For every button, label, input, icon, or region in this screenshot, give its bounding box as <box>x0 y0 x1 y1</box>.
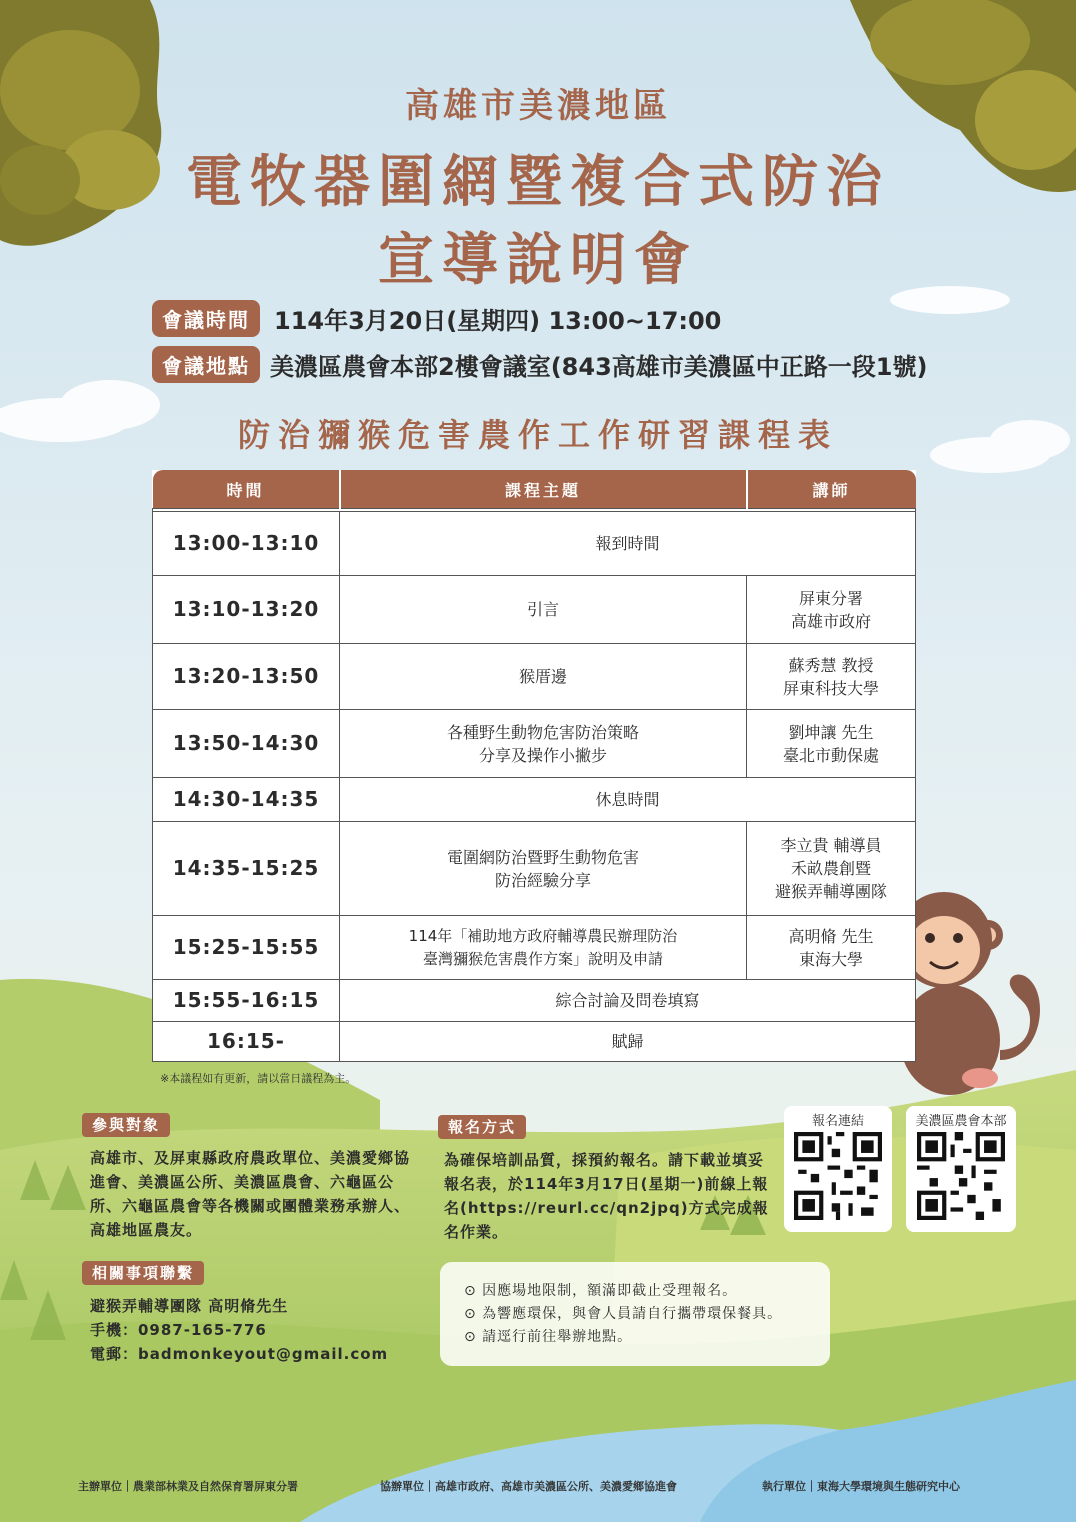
table-row <box>153 822 916 916</box>
table-row <box>153 916 916 980</box>
table-row <box>153 512 916 576</box>
row-speaker: 高明脩 先生 東海大學 <box>747 916 916 980</box>
row-time: 13:50-14:30 <box>153 710 340 778</box>
row-speaker: 蘇秀慧 教授 屏東科技大學 <box>747 644 916 710</box>
row-time: 13:20-13:50 <box>153 644 340 710</box>
footer-executor: 執行單位｜東海大學環境與生態研究中心 <box>762 1480 960 1493</box>
notice-item: ⊙ 因應場地限制，額滿即截止受理報名。 <box>464 1283 738 1299</box>
contact-label: 相關事項聯繫 <box>82 1261 204 1285</box>
contact-email[interactable]: 電郵：badmonkeyout@gmail.com <box>90 1345 389 1363</box>
contact-info <box>90 1294 388 1366</box>
meeting-place-row <box>152 346 927 383</box>
table-row <box>153 980 916 1022</box>
row-speaker: 李立貴 輔導員 禾畝農創暨 避猴弄輔導團隊 <box>747 822 916 916</box>
signup-qr-card[interactable] <box>784 1106 892 1232</box>
row-topic: 休息時間 <box>340 778 916 822</box>
row-topic: 114年「補助地方政府輔導農民辦理防治 臺灣獼猴危害農作方案」說明及申請 <box>340 916 747 980</box>
row-topic: 各種野生動物危害防治策略 分享及操作小撇步 <box>340 710 747 778</box>
table-row <box>153 1022 916 1062</box>
meeting-place-value: 美濃區農會本部2樓會議室(843高雄市美濃區中正路一段1號) <box>270 353 928 381</box>
notice-item: ⊙ 為響應環保，與會人員請自行攜帶環保餐具。 <box>464 1306 783 1322</box>
row-time: 16:15- <box>153 1022 340 1062</box>
table-row <box>153 710 916 778</box>
row-speaker: 劉坤讓 先生 臺北市動保處 <box>747 710 916 778</box>
registration-label: 報名方式 <box>438 1115 526 1139</box>
schedule-note: ※本議程如有更新，請以當日議程為主。 <box>160 1072 357 1085</box>
row-time: 14:35-15:25 <box>153 822 340 916</box>
schedule-table <box>152 470 916 1062</box>
column-header-time: 時間 <box>153 470 340 509</box>
meeting-time-value: 114年3月20日(星期四) 13:00~17:00 <box>274 307 722 335</box>
row-topic: 綜合討論及問卷填寫 <box>340 980 916 1022</box>
meeting-place-label: 會議地點 <box>152 346 260 383</box>
event-title-line1: 電牧器圍網暨複合式防治 <box>186 150 890 215</box>
table-row <box>153 778 916 822</box>
notice-box <box>440 1262 830 1366</box>
column-header-speaker: 講師 <box>747 470 916 509</box>
row-time: 15:25-15:55 <box>153 916 340 980</box>
footer-co-host: 協辦單位｜高雄市政府、高雄市美濃區公所、美濃愛鄉協進會 <box>380 1480 677 1493</box>
table-row <box>153 644 916 710</box>
row-time: 13:00-13:10 <box>153 512 340 576</box>
footer-host: 主辦單位｜農業部林業及自然保育署屏東分署 <box>78 1480 298 1493</box>
row-time: 15:55-16:15 <box>153 980 340 1022</box>
participants-text: 高雄市、及屏東縣政府農政單位、美濃愛鄉協進會、美濃區公所、美濃區農會、六龜區公所、六龜區農會等各機關或團體業務承辦人、高雄地區農友。 <box>90 1149 411 1239</box>
contact-section <box>82 1262 204 1283</box>
participants-label: 參與對象 <box>82 1113 170 1137</box>
row-time: 13:10-13:20 <box>153 576 340 644</box>
contact-name: 避猴弄輔導團隊 高明脩先生 <box>90 1297 289 1315</box>
hq-qr-code-icon[interactable] <box>917 1132 1005 1220</box>
hq-qr-caption: 美濃區農會本部 <box>915 1114 1007 1129</box>
participants-section <box>82 1114 170 1135</box>
schedule-title: 防治獼猴危害農作工作研習課程表 <box>237 416 838 454</box>
event-subtitle: 高雄市美濃地區 <box>405 86 671 126</box>
row-topic: 引言 <box>340 576 747 644</box>
contact-phone: 手機：0987-165-776 <box>90 1321 267 1339</box>
column-header-topic: 課程主題 <box>340 470 747 509</box>
meeting-time-label: 會議時間 <box>152 300 260 337</box>
table-row <box>153 576 916 644</box>
signup-qr-caption: 報名連結 <box>811 1114 864 1129</box>
row-time: 14:30-14:35 <box>153 778 340 822</box>
row-topic: 猴厝邊 <box>340 644 747 710</box>
notice-item: ⊙ 請逕行前往舉辦地點。 <box>464 1329 633 1345</box>
hq-qr-card[interactable] <box>906 1106 1016 1232</box>
row-topic: 報到時間 <box>340 512 916 576</box>
event-title-line2: 宣導說明會 <box>378 228 698 293</box>
meeting-time-row <box>152 300 721 337</box>
row-speaker: 屏東分署 高雄市政府 <box>747 576 916 644</box>
notice-list <box>440 1262 830 1349</box>
row-topic: 賦歸 <box>340 1022 916 1062</box>
registration-section <box>438 1116 526 1137</box>
registration-text: 為確保培訓品質，採預約報名。請下載並填妥報名表，於114年3月17日(星期一)前線上報名(https://reurl.cc/qn2jpq)方式完成報名作業。 <box>444 1151 769 1241</box>
signup-qr-code-icon[interactable] <box>794 1132 882 1220</box>
row-topic: 電圍網防治暨野生動物危害 防治經驗分享 <box>340 822 747 916</box>
